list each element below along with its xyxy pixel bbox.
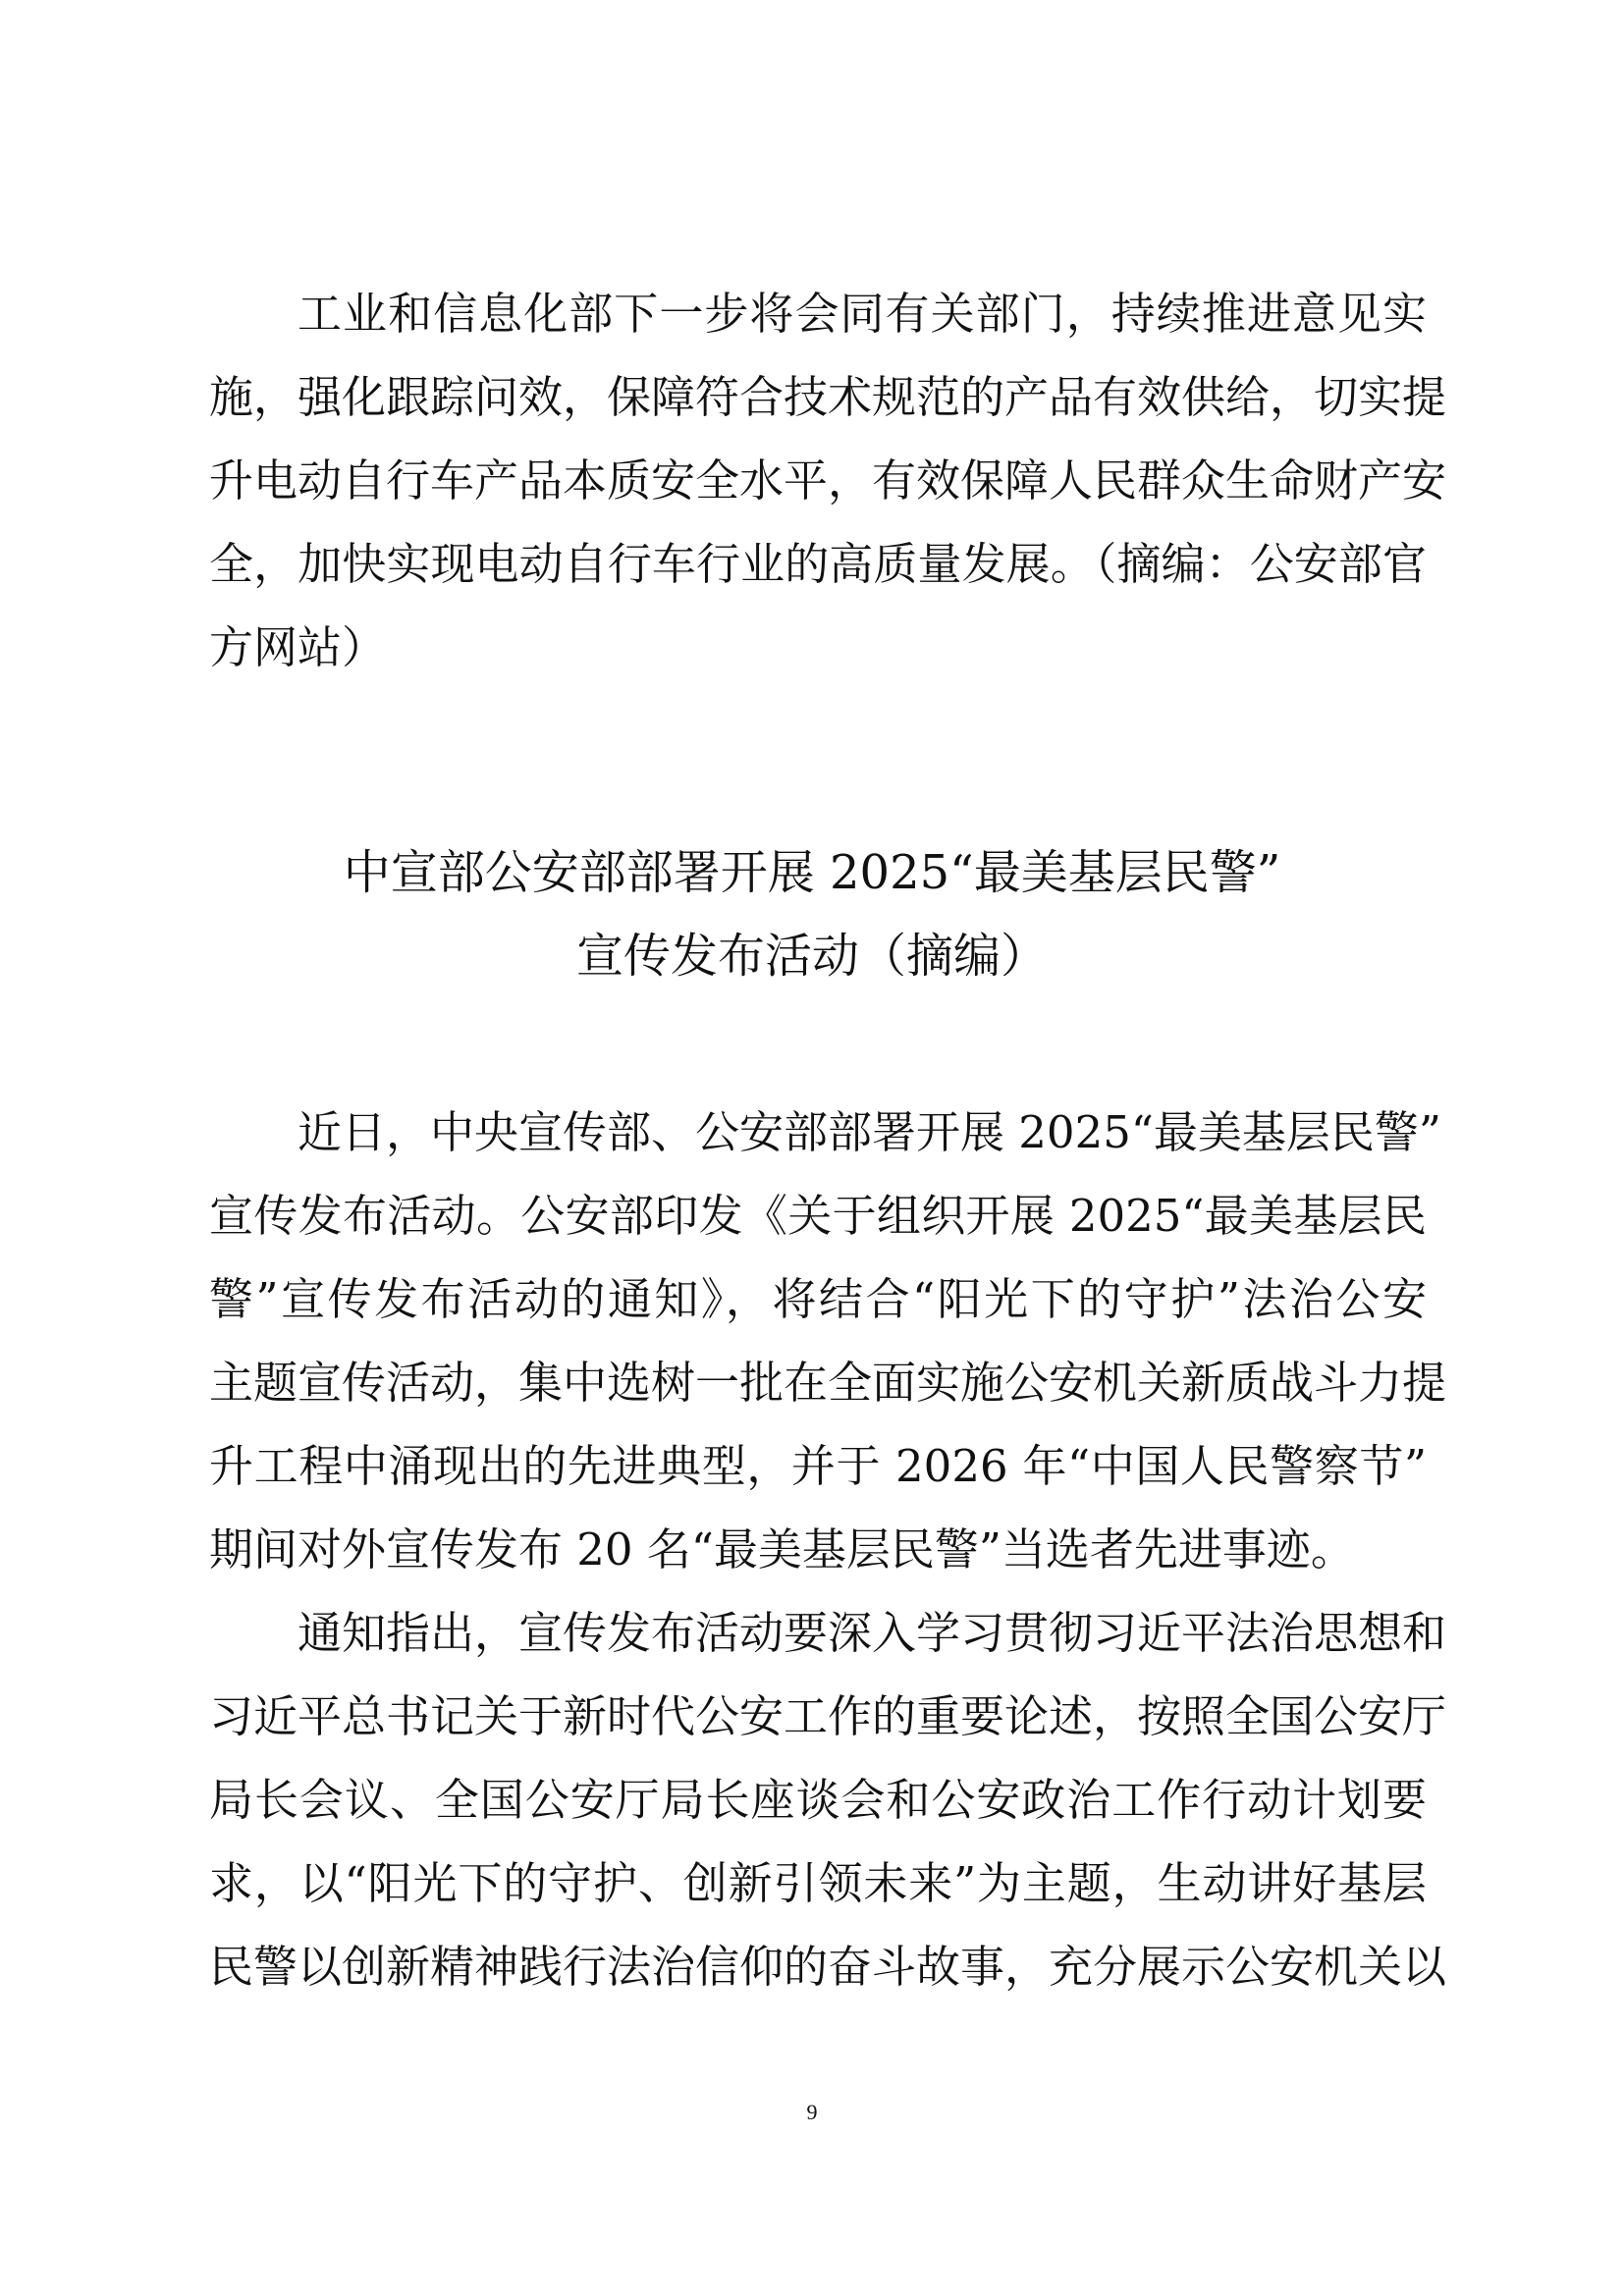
paragraph-line: 升电动自行车产品本质安全水平，有效保障人民群众生命财产安 bbox=[209, 454, 1447, 507]
paragraph-line: 近日，中央宣传部、公安部部署开展 2025“最美基层民警” bbox=[298, 1106, 1441, 1158]
article-title-line: 中宣部公安部部署开展 2025“最美基层民警” bbox=[343, 845, 1281, 900]
page-number: 9 bbox=[806, 2100, 818, 2124]
paragraph-line: 工业和信息化部下一步将会同有关部门，持续推进意见实 bbox=[298, 288, 1427, 340]
paragraph-line: 升工程中涌现出的先进典型，并于 2026 年“中国人民警察节” bbox=[209, 1440, 1427, 1492]
paragraph-line: 全，加快实现电动自行车行业的高质量发展。（摘编：公安部官 bbox=[209, 538, 1427, 590]
paragraph-line: 期间对外宣传发布 20 名“最美基层民警”当选者先进事迹。 bbox=[209, 1523, 1355, 1575]
paragraph-line: 主题宣传活动，集中选树一批在全面实施公安机关新质战斗力提 bbox=[209, 1357, 1447, 1409]
paragraph-line: 民警以创新精神践行法治信仰的奋斗故事，充分展示公安机关以 bbox=[209, 1941, 1447, 1993]
paragraph-line: 宣传发布活动。公安部印发《关于组织开展 2025“最美基层民 bbox=[209, 1190, 1427, 1242]
paragraph-line: 通知指出，宣传发布活动要深入学习贯彻习近平法治思想和 bbox=[298, 1607, 1447, 1659]
paragraph-line: 警”宣传发布活动的通知》，将结合“阳光下的守护”法治公安 bbox=[209, 1273, 1427, 1325]
paragraph-line: 方网站） bbox=[209, 621, 387, 673]
paragraph-line: 习近平总书记关于新时代公安工作的重要论述，按照全国公安厅 bbox=[209, 1690, 1447, 1742]
paragraph-line: 求，以“阳光下的守护、创新引领未来”为主题，生动讲好基层 bbox=[209, 1857, 1427, 1909]
paragraph-line: 局长会议、全国公安厅局长座谈会和公安政治工作行动计划要 bbox=[209, 1774, 1427, 1826]
article-title-line: 宣传发布活动（摘编） bbox=[575, 929, 1048, 984]
paragraph-line: 施，强化跟踪问效，保障符合技术规范的产品有效供给，切实提 bbox=[209, 371, 1447, 423]
